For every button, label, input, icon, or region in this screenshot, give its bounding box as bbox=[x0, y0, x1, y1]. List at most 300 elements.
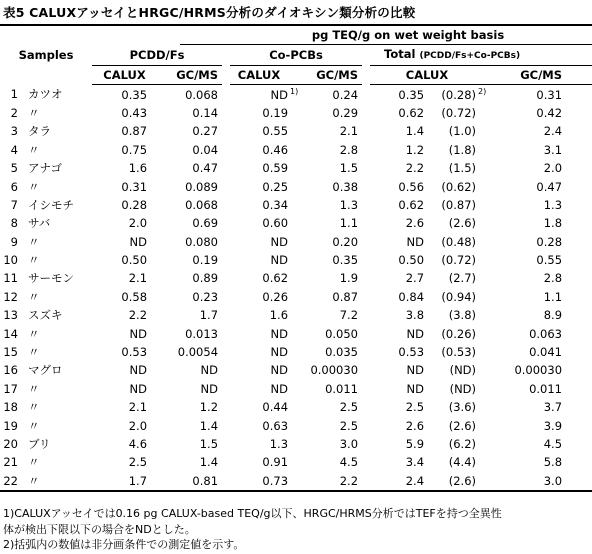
total-calux-value: ND bbox=[406, 234, 425, 249]
unit-header bbox=[92, 25, 592, 45]
table-row bbox=[0, 380, 592, 398]
spacer bbox=[562, 269, 592, 287]
total-calux-value: 2.2 bbox=[405, 161, 425, 176]
pcdd-gcms-value: ND bbox=[200, 363, 219, 378]
spacer bbox=[562, 122, 592, 140]
total-gcms-value: 3.7 bbox=[543, 400, 563, 415]
copcb-note bbox=[288, 398, 304, 416]
copcb-calux-value: ND bbox=[270, 363, 289, 378]
total-paren-value: (6.2) bbox=[448, 437, 477, 451]
pcdd-gcms-value: 0.068 bbox=[185, 87, 219, 102]
total-paren-value: (2.7) bbox=[448, 271, 477, 286]
sample-name: タラ bbox=[28, 124, 51, 139]
pcdd-calux-value: 2.0 bbox=[128, 418, 148, 433]
total-paren-value: (1.8) bbox=[448, 142, 477, 157]
row-number: 7 bbox=[10, 197, 18, 212]
spacer bbox=[562, 159, 592, 177]
copcb-gcms-value: 0.24 bbox=[332, 87, 359, 102]
row-number: 11 bbox=[3, 271, 18, 286]
pcdd-gcms-header: GC/MS bbox=[157, 66, 222, 85]
total-note bbox=[476, 324, 496, 342]
table-row bbox=[0, 85, 592, 104]
table-row bbox=[0, 324, 592, 342]
sample-name: 〃 bbox=[22, 472, 92, 491]
total-gcms-value: 2.8 bbox=[543, 271, 563, 286]
spacer bbox=[222, 269, 230, 287]
copcb-calux-value: 0.60 bbox=[262, 216, 289, 231]
spacer bbox=[362, 251, 370, 269]
spacer bbox=[562, 324, 592, 342]
copcb-gcms-value: 2.5 bbox=[339, 418, 359, 433]
spacer bbox=[222, 122, 230, 140]
sample-name: マグロ bbox=[28, 363, 63, 378]
spacer bbox=[222, 416, 230, 434]
copcb-calux-value: 0.73 bbox=[230, 472, 288, 491]
spacer bbox=[362, 324, 370, 342]
copcb-gcms-value: 0.20 bbox=[332, 234, 359, 249]
total-paren-value: (4.4) bbox=[448, 455, 477, 470]
table-row bbox=[0, 177, 592, 195]
pcdd-calux-value: ND bbox=[129, 234, 148, 249]
copcb-gcms-value: 0.00030 bbox=[310, 363, 359, 378]
copcb-gcms-value: 0.35 bbox=[332, 253, 359, 268]
copcb-note bbox=[288, 435, 304, 453]
total-paren-value: (2.6) bbox=[424, 472, 476, 491]
spacer bbox=[222, 251, 230, 269]
total-gcms-value: 0.42 bbox=[536, 105, 563, 120]
total-gcms-value: 1.3 bbox=[543, 197, 563, 212]
pcdd-calux-value: 0.87 bbox=[121, 124, 148, 139]
copcb-note bbox=[288, 416, 304, 434]
spacer bbox=[362, 196, 370, 214]
copcb-note bbox=[288, 196, 304, 214]
total-gcms-value: 4.5 bbox=[543, 437, 563, 451]
total-note bbox=[476, 472, 496, 491]
row-number: 15 bbox=[3, 345, 18, 360]
copcb-gcms-value: 0.050 bbox=[325, 326, 359, 341]
spacer bbox=[222, 380, 230, 398]
total-paren-value: (2.6) bbox=[448, 418, 477, 433]
sample-name: スズキ bbox=[28, 308, 63, 323]
copcb-calux-value: 0.34 bbox=[262, 197, 289, 212]
total-calux-value: ND bbox=[406, 326, 425, 341]
row-number: 6 bbox=[10, 179, 18, 194]
spacer bbox=[362, 361, 370, 379]
total-note bbox=[476, 269, 496, 287]
total-calux-value: 0.53 bbox=[398, 345, 425, 360]
copcb-note bbox=[288, 324, 304, 342]
total-gcms-value: 0.28 bbox=[536, 234, 563, 249]
spacer bbox=[222, 453, 230, 471]
row-number: 18 bbox=[3, 400, 18, 415]
copcb-calux-value: ND bbox=[270, 326, 289, 341]
total-paren-value: (3.8) bbox=[448, 308, 477, 323]
copcb-calux-value: ND bbox=[270, 253, 289, 268]
total-paren-value: (ND) bbox=[449, 381, 477, 396]
spacer bbox=[222, 177, 230, 195]
spacer bbox=[362, 122, 370, 140]
spacer bbox=[562, 141, 592, 159]
pcdd-gcms-value: 0.23 bbox=[192, 289, 219, 304]
pcdd-calux-value: 0.75 bbox=[121, 142, 148, 157]
spacer bbox=[222, 472, 230, 491]
total-gcms-value: 1.8 bbox=[543, 216, 563, 231]
total-note bbox=[476, 251, 496, 269]
spacer bbox=[222, 141, 230, 159]
pcdd-gcms-value: 0.89 bbox=[192, 271, 219, 286]
total-gcms-value: 2.0 bbox=[543, 161, 563, 176]
table-row bbox=[0, 233, 592, 251]
pcdd-header: PCDD/Fs bbox=[92, 45, 222, 66]
spacer bbox=[222, 233, 230, 251]
table-row bbox=[0, 251, 592, 269]
spacer bbox=[562, 214, 592, 232]
copcb-header: Co-PCBs bbox=[230, 45, 362, 66]
copcb-gcms-value: 2.5 bbox=[339, 400, 359, 415]
copcb-calux-value: 0.59 bbox=[262, 161, 289, 176]
copcb-note bbox=[288, 177, 304, 195]
total-paren-value: (0.62) bbox=[441, 179, 477, 194]
total-note bbox=[476, 398, 496, 416]
total-paren-value: (0.72) bbox=[441, 105, 477, 120]
spacer bbox=[222, 435, 230, 453]
total-note: 2) bbox=[478, 87, 487, 97]
spacer bbox=[222, 288, 230, 306]
copcb-calux-value: ND bbox=[270, 345, 289, 360]
total-calux-value: ND bbox=[406, 363, 425, 378]
spacer bbox=[562, 233, 592, 251]
pcdd-gcms-value: 0.27 bbox=[192, 124, 219, 139]
table-row bbox=[0, 214, 592, 232]
total-note bbox=[476, 141, 496, 159]
row-number: 14 bbox=[3, 326, 18, 341]
total-calux-header: CALUX bbox=[370, 66, 476, 85]
copcb-note bbox=[288, 306, 304, 324]
total-gcms-header: GC/MS bbox=[496, 66, 562, 85]
spacer bbox=[222, 196, 230, 214]
table-row bbox=[0, 159, 592, 177]
table-row bbox=[0, 306, 592, 324]
total-calux-value: 2.7 bbox=[405, 271, 425, 286]
total-header bbox=[370, 45, 592, 66]
copcb-note bbox=[288, 288, 304, 306]
spacer bbox=[362, 104, 370, 122]
pcdd-calux-value: 2.5 bbox=[128, 455, 148, 470]
total-calux-value: 5.9 bbox=[405, 437, 425, 451]
pcdd-gcms-value: 0.04 bbox=[192, 142, 219, 157]
total-note bbox=[476, 122, 496, 140]
spacer bbox=[222, 214, 230, 232]
spacer bbox=[562, 85, 592, 104]
row-number: 12 bbox=[3, 289, 18, 304]
copcb-calux-value: 0.63 bbox=[262, 418, 289, 433]
pcdd-calux-value: 2.1 bbox=[128, 400, 148, 415]
sample-name: カツオ bbox=[28, 87, 63, 102]
total-calux-value: 0.84 bbox=[398, 289, 425, 304]
pcdd-gcms-value: 0.69 bbox=[192, 216, 219, 231]
comparison-table bbox=[0, 24, 592, 492]
pcdd-calux-value: 0.53 bbox=[121, 345, 148, 360]
pcdd-gcms-value: 1.5 bbox=[199, 437, 219, 451]
unit-label: pg TEQ/g on wet weight basis bbox=[180, 26, 592, 45]
total-gcms-value: 3.9 bbox=[543, 418, 563, 433]
table-row bbox=[0, 343, 592, 361]
copcb-calux-header: CALUX bbox=[230, 66, 288, 85]
spacer bbox=[362, 398, 370, 416]
copcb-gcms-value: 2.2 bbox=[304, 472, 362, 491]
sample-name: 〃 bbox=[28, 105, 40, 120]
sample-name: 〃 bbox=[28, 142, 40, 157]
copcb-calux-value: 1.6 bbox=[269, 308, 289, 323]
copcb-gcms-value: 1.5 bbox=[339, 161, 359, 176]
pcdd-gcms-value: 1.4 bbox=[199, 418, 219, 433]
copcb-note bbox=[288, 343, 304, 361]
pcdd-gcms-value: 0.068 bbox=[185, 197, 219, 212]
total-note bbox=[476, 104, 496, 122]
total-paren-value: (0.87) bbox=[441, 197, 477, 212]
copcb-calux-value: 0.26 bbox=[262, 289, 289, 304]
table-row bbox=[0, 435, 592, 453]
row-number: 10 bbox=[3, 253, 18, 268]
copcb-calux-value: 0.55 bbox=[262, 124, 289, 139]
total-calux-value: 1.2 bbox=[405, 142, 425, 157]
spacer bbox=[562, 177, 592, 195]
spacer bbox=[222, 306, 230, 324]
sample-name: 〃 bbox=[28, 326, 40, 341]
total-note bbox=[476, 288, 496, 306]
row-number: 16 bbox=[3, 363, 18, 378]
total-gcms-value: 0.011 bbox=[529, 381, 563, 396]
footnotes bbox=[3, 506, 502, 553]
spacer bbox=[362, 288, 370, 306]
copcb-calux-value: 0.44 bbox=[262, 400, 289, 415]
total-paren-value: (0.72) bbox=[441, 253, 477, 268]
pcdd-gcms-value: 0.14 bbox=[192, 105, 219, 120]
total-note bbox=[476, 233, 496, 251]
table-row bbox=[0, 288, 592, 306]
row-number: 21 bbox=[3, 455, 18, 470]
sample-name: イシモチ bbox=[28, 197, 74, 212]
copcb-gcms-value: 4.5 bbox=[339, 455, 359, 470]
spacer bbox=[222, 159, 230, 177]
total-paren-value: (0.26) bbox=[441, 326, 477, 341]
pcdd-calux-value: 2.2 bbox=[128, 308, 148, 323]
total-gcms-value: 0.31 bbox=[536, 87, 563, 102]
spacer bbox=[362, 269, 370, 287]
copcb-gcms-value: 3.0 bbox=[339, 437, 359, 451]
total-gcms-value: 2.4 bbox=[543, 124, 563, 139]
sample-name: 〃 bbox=[28, 381, 40, 396]
table-row bbox=[0, 472, 592, 491]
copcb-gcms-value: 2.8 bbox=[339, 142, 359, 157]
footnote-2: 2)括弧内の数値は非分画条件での測定値を示す。 bbox=[3, 538, 245, 551]
samples-header: Samples bbox=[18, 48, 74, 63]
total-gcms-value: 0.00030 bbox=[514, 363, 563, 378]
copcb-gcms-value: 1.9 bbox=[339, 271, 359, 286]
spacer bbox=[222, 85, 230, 104]
total-gcms-value: 3.1 bbox=[543, 142, 563, 157]
sample-name: 〃 bbox=[28, 289, 40, 304]
table-body bbox=[0, 85, 592, 491]
total-calux-value: 0.56 bbox=[398, 179, 425, 194]
table-row bbox=[0, 416, 592, 434]
copcb-note bbox=[288, 269, 304, 287]
footnote-1: 1)CALUXアッセイでは0.16 pg CALUX-based TEQ/g以下、HRGC/HRMS分析ではTEFを持つ全異性 bbox=[3, 507, 502, 520]
total-label: Total bbox=[384, 47, 416, 61]
total-calux-value: 2.5 bbox=[405, 400, 425, 415]
sample-name: サーモン bbox=[28, 271, 74, 286]
row-number: 8 bbox=[10, 216, 18, 231]
total-paren-value: (0.94) bbox=[441, 289, 477, 304]
row-number: 17 bbox=[3, 381, 18, 396]
spacer bbox=[562, 380, 592, 398]
total-note bbox=[476, 177, 496, 195]
total-paren-value: (1.0) bbox=[448, 124, 477, 139]
row-number: 4 bbox=[10, 142, 18, 157]
sample-name: サバ bbox=[28, 216, 51, 231]
pcdd-calux-header: CALUX bbox=[92, 66, 157, 85]
spacer bbox=[222, 324, 230, 342]
total-calux-value: 2.6 bbox=[405, 418, 425, 433]
pcdd-calux-value: ND bbox=[129, 381, 148, 396]
copcb-calux-value: 0.19 bbox=[262, 105, 289, 120]
spacer bbox=[362, 306, 370, 324]
table-row bbox=[0, 122, 592, 140]
sample-name: 〃 bbox=[28, 253, 40, 268]
row-number: 5 bbox=[10, 161, 18, 176]
sample-name: 〃 bbox=[28, 455, 40, 470]
total-gcms-value: 0.063 bbox=[529, 326, 563, 341]
total-gcms-value: 0.55 bbox=[536, 253, 563, 268]
copcb-gcms-value: 1.3 bbox=[339, 197, 359, 212]
spacer bbox=[562, 306, 592, 324]
copcb-note bbox=[288, 214, 304, 232]
sample-name: アナゴ bbox=[28, 161, 63, 176]
spacer bbox=[362, 214, 370, 232]
spacer bbox=[362, 177, 370, 195]
total-calux-value: 3.4 bbox=[405, 455, 425, 470]
copcb-gcms-value: 0.011 bbox=[325, 381, 359, 396]
pcdd-gcms-value: 0.080 bbox=[185, 234, 219, 249]
copcb-calux-value: 0.62 bbox=[262, 271, 289, 286]
pcdd-calux-value: 2.1 bbox=[128, 271, 148, 286]
total-paren-value: (1.5) bbox=[448, 161, 477, 176]
copcb-note bbox=[288, 159, 304, 177]
spacer bbox=[562, 453, 592, 471]
pcdd-calux-value: 1.7 bbox=[92, 472, 157, 491]
pcdd-calux-value: 0.58 bbox=[121, 289, 148, 304]
row-number: 9 bbox=[10, 234, 18, 249]
spacer bbox=[562, 435, 592, 453]
copcb-gcms-value: 0.87 bbox=[332, 289, 359, 304]
table-row bbox=[0, 398, 592, 416]
row-number: 3 bbox=[10, 124, 18, 139]
pcdd-gcms-value: 0.0054 bbox=[177, 345, 219, 360]
pcdd-calux-value: 0.43 bbox=[121, 105, 148, 120]
total-paren-value: (0.53) bbox=[441, 345, 477, 360]
pcdd-gcms-value: 0.19 bbox=[192, 253, 219, 268]
total-calux-value: 0.62 bbox=[398, 197, 425, 212]
spacer bbox=[362, 343, 370, 361]
copcb-note bbox=[288, 472, 304, 491]
spacer bbox=[562, 472, 592, 491]
pcdd-calux-value: 4.6 bbox=[128, 437, 148, 451]
pcdd-gcms-value: 0.47 bbox=[192, 161, 219, 176]
spacer bbox=[362, 85, 370, 104]
copcb-calux-value: 0.91 bbox=[262, 455, 289, 470]
copcb-calux-value: ND bbox=[270, 234, 289, 249]
spacer bbox=[362, 233, 370, 251]
spacer bbox=[362, 472, 370, 491]
copcb-calux-value: 1.3 bbox=[269, 437, 289, 451]
total-note bbox=[476, 380, 496, 398]
spacer bbox=[362, 159, 370, 177]
pcdd-calux-value: 0.50 bbox=[121, 253, 148, 268]
total-calux-value: 0.62 bbox=[398, 105, 425, 120]
copcb-gcms-value: 1.1 bbox=[339, 216, 359, 231]
total-paren-value: (3.6) bbox=[448, 400, 477, 415]
table-row bbox=[0, 104, 592, 122]
pcdd-calux-value: 0.35 bbox=[121, 87, 148, 102]
sample-name: ブリ bbox=[28, 437, 51, 451]
total-paren-value: (2.6) bbox=[448, 216, 477, 231]
spacer bbox=[222, 104, 230, 122]
copcb-note bbox=[288, 122, 304, 140]
total-paren-value: (0.28) bbox=[441, 87, 477, 102]
spacer bbox=[562, 361, 592, 379]
total-note bbox=[476, 343, 496, 361]
total-note bbox=[476, 159, 496, 177]
total-gcms-value: 8.9 bbox=[543, 308, 563, 323]
total-note bbox=[476, 214, 496, 232]
total-gcms-value: 3.0 bbox=[496, 472, 562, 491]
spacer bbox=[562, 288, 592, 306]
total-calux-value: 1.4 bbox=[405, 124, 425, 139]
total-calux-value: 2.4 bbox=[370, 472, 424, 491]
table-title: 表5 CALUXアッセイとHRGC/HRMS分析のダイオキシン類分析の比較 bbox=[3, 5, 416, 20]
row-number: 2 bbox=[10, 105, 18, 120]
copcb-gcms-value: 0.29 bbox=[332, 105, 359, 120]
row-number: 13 bbox=[3, 308, 18, 323]
copcb-gcms-header: GC/MS bbox=[304, 66, 362, 85]
sample-name: 〃 bbox=[28, 345, 40, 360]
copcb-calux-value: ND bbox=[270, 87, 289, 102]
spacer bbox=[362, 380, 370, 398]
pcdd-calux-value: 0.31 bbox=[121, 179, 148, 194]
spacer bbox=[222, 361, 230, 379]
spacer bbox=[362, 435, 370, 453]
total-gcms-value: 5.8 bbox=[543, 455, 563, 470]
total-note bbox=[476, 453, 496, 471]
spacer bbox=[362, 416, 370, 434]
copcb-note bbox=[288, 141, 304, 159]
sample-name: 〃 bbox=[28, 418, 40, 433]
pcdd-gcms-value: ND bbox=[200, 381, 219, 396]
total-note bbox=[476, 361, 496, 379]
copcb-note bbox=[288, 104, 304, 122]
total-paren-value: (ND) bbox=[449, 363, 477, 378]
copcb-note: 1) bbox=[290, 87, 299, 97]
pcdd-gcms-value: 1.2 bbox=[199, 400, 219, 415]
table-row bbox=[0, 453, 592, 471]
pcdd-gcms-value: 0.81 bbox=[157, 472, 222, 491]
total-calux-value: 3.8 bbox=[405, 308, 425, 323]
total-gcms-value: 0.041 bbox=[529, 345, 563, 360]
pcdd-calux-value: ND bbox=[129, 326, 148, 341]
total-gcms-value: 1.1 bbox=[543, 289, 563, 304]
total-calux-value: 0.50 bbox=[398, 253, 425, 268]
copcb-note bbox=[288, 453, 304, 471]
